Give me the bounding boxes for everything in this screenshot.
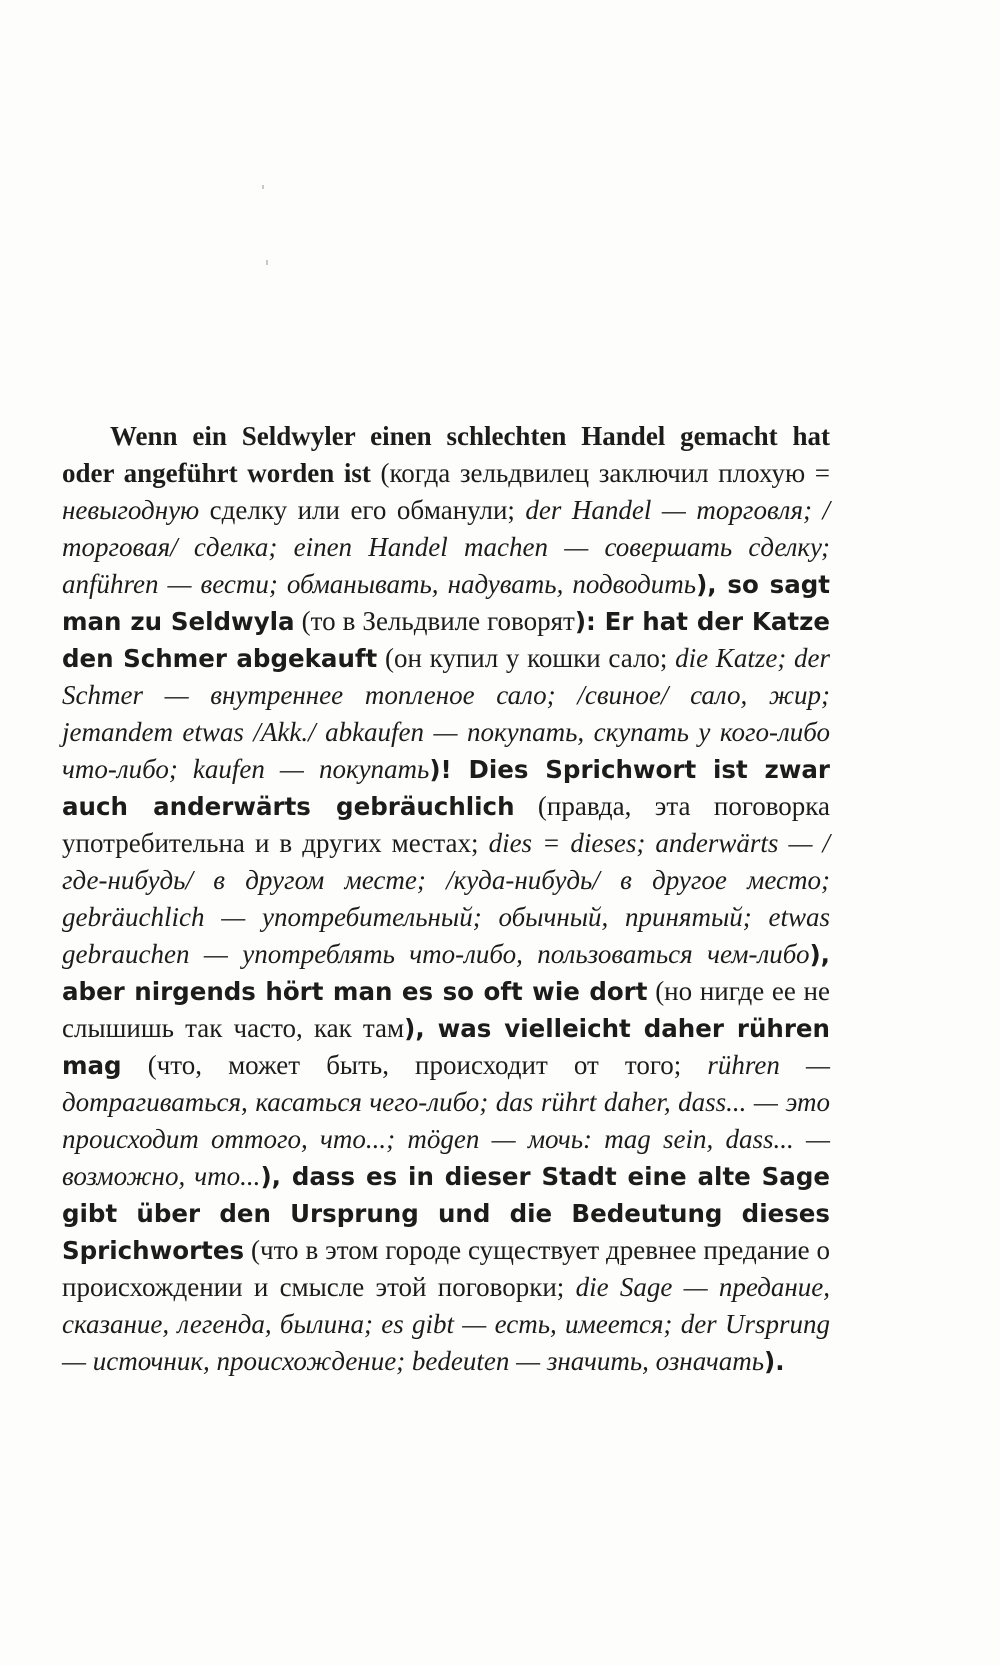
- russian-translation: сделку или его обманули;: [199, 495, 526, 525]
- scan-speck: [262, 185, 264, 189]
- russian-translation: (но нигде ее не слышишь так часто, как там: [62, 976, 830, 1043]
- scan-speck: [266, 260, 268, 265]
- vocabulary-gloss: der Handel — торговля; /торговая/ сделка; einen Handel machen — совершать сделку; anführen — вести; обманывать, надувать, подводить: [62, 495, 830, 599]
- gloss-italic: невыгодную: [62, 495, 200, 525]
- german-text: Wenn ein Seldwyler einen schlechten Handel gemacht hat oder angeführt worden ist: [62, 421, 830, 488]
- german-text: ).: [764, 1347, 785, 1376]
- german-text: ), dass es in dieser Stadt eine alte Sage gibt über den Ursprung und die Bedeutung dieses Sprichwortes: [62, 1162, 830, 1265]
- german-text: ), aber nirgends hört man es so oft wie dort: [62, 940, 830, 1006]
- german-text: )! Dies Sprichwort ist zwar auch anderwärts gebräuchlich: [62, 755, 830, 821]
- body-paragraph: [62, 418, 830, 1380]
- russian-translation: (когда зельдвилец заключил плохую =: [370, 458, 830, 488]
- russian-translation: (что в этом городе существует древнее предание о происхождении и смысле этой поговорки;: [62, 1235, 830, 1302]
- russian-translation: (правда, эта поговорка употребительна и в других местах;: [62, 791, 831, 858]
- russian-translation: (он купил у кошки сало;: [377, 643, 676, 673]
- vocabulary-gloss: dies = dieses; anderwärts — /где-нибудь/ в другом месте; /куда-нибудь/ в другое место; gebräuchlich — употребительный; обычный, принятый; etwas gebrauchen — употреблять что-либо, пользоваться чем-либо: [62, 828, 830, 969]
- vocabulary-gloss: rühren — дотрагиваться, касаться чего-либо; das rührt daher, dass... — это происходит оттого, что...; mögen — мочь: mag sein, dass... — возможно, что...: [62, 1050, 830, 1191]
- german-text: ), was vielleicht daher rühren mag: [62, 1014, 830, 1080]
- vocabulary-gloss: die Katze; der Schmer — внутреннее топленое сало; /свиное/ сало, жир; jemandem etwas /Akk./ abkaufen — покупать, скупать у кого-либо что-либо; kaufen — покупать: [62, 643, 830, 784]
- german-text: ),: [696, 570, 728, 599]
- russian-translation: (что, может быть, происходит от того;: [121, 1050, 708, 1080]
- german-text: ): Er hat der Katze den Schmer abgekauft: [62, 607, 830, 673]
- german-text: so sagt man zu Seldwyla: [62, 570, 830, 636]
- russian-translation: (то в Зельдвиле говорят: [294, 606, 575, 636]
- vocabulary-gloss: die Sage — предание, сказание, легенда, былина; es gibt — есть, имеется; der Ursprung — источник, происхождение; bedeuten — значить, означать: [62, 1272, 830, 1376]
